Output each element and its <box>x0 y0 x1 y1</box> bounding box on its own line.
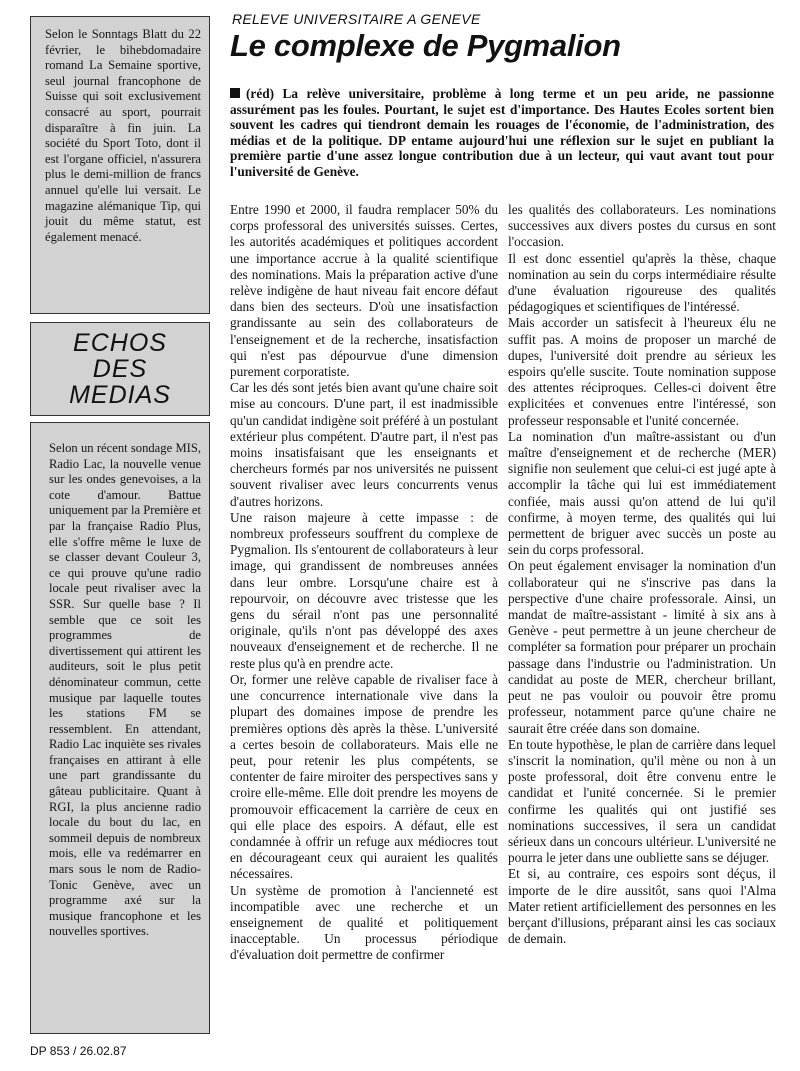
article-column-right <box>508 202 776 1032</box>
article-kicker: RELEVE UNIVERSITAIRE A GENEVE <box>232 11 481 27</box>
issue-footer: DP 853 / 26.02.87 <box>30 1044 127 1058</box>
article-chapeau <box>230 86 774 180</box>
sidebar-radio-box <box>30 422 210 1034</box>
left-column-text: Entre 1990 et 2000, il faudra remplacer 50% du corps professoral des universités suisses. Certes, les autorités académiques et politiques accordent une importance accrue à la qualité scientifique des nominations. Mais la préparation active d'une relève indigène de haut niveau fait encore défaut dans bien des secteurs. D'où une insatisfaction grandissante au sein des collaborateurs de l'enseignement et de la recherche, insatisfaction qui n'est pas dépourvue d'une dimension purement corporatiste. Car les dés sont jetés bien avant qu'une chaire soit mise au concours. D'une part, il est inadmissible qu'un candidat indigène soit préféré à un postulant extérieur plus compétent. D'autre part, il n'est pas moins insatisfaisant que les enseignants et chercheurs formés par nos universités ne puissent souvent rivaliser avec leurs concurrents venus d'autres horizons. Une raison majeure à cette impasse : de nombreux professeurs souffrent du complexe de Pygmalion. Ils s'entourent de collaborateurs à leur image, qui grandissent de nombreuses années dans leur ombre. Lorsqu'une chaire est à repourvoir, on découvre avec tristesse que les gens du sérail n'ont pas une personnalité originale, qu'ils n'ont pas développé des axes nouveaux d'enseignement et de recherche. Il ne reste plus qu'à en prendre acte. Or, former une relève capable de rivaliser face à une concurrence internationale vive dans la plupart des domaines impose de prendre les premières options dès après la thèse. L'université a certes besoin de collaborateurs. Mais elle ne peut, pour retenir les plus compétents, se contenter de faire miroiter des perspectives sans y croire elle-même. Elle doit prendre les moyens de promouvoir efficacement la carrière de ceux en qui elle place des espoirs. A défaut, elle est condamnée à offrir un refuge aux médiocres tout en décourageant ceux qui auraient les qualités nécessaires. Un système de promotion à l'ancienneté est incompatible avec une recherche et un enseignement de qualité et politiquement inacceptable. Un processus périodique d'évaluation doit permettre de confirmer <box>230 202 498 963</box>
article-title: Le complexe de Pygmalion <box>230 28 621 63</box>
right-column-text: les qualités des collaborateurs. Les nominations successives aux divers postes du cursus en sont l'occasion. Il est donc essentiel qu'après la thèse, chaque nomination au sein du corps intermédiaire résulte d'une évaluation rigoureuse des qualités pédagogiques et scientifiques de l'intéressé. Mais accorder un satisfecit à l'heureux élu ne suffit pas. A moins de proposer un marché de dupes, l'université doit prendre au sérieux les espoirs qu'elle suscite. Toute nomination suppose des attentes réciproques. Celles-ci doivent être explicitées et convenues entre l'intéressé, son professeur responsable et l'unité concernée. La nomination d'un maître-assistant ou d'un maître d'enseignement et de recherche (MER) signifie non seulement que celui-ci est jugé apte à accomplir la tâche qui lui est immédiatement confiée, mais aussi qu'on attend de lui qu'il confirme, à moyen terme, des qualités qui lui permettent de briguer avec succès un poste au sein du corps professoral. On peut également envisager la nomination d'un collaborateur qui ne s'inscrive pas dans la perspective d'une chaire professorale. Ainsi, un mandat de maître-assistant - limité à six ans à Genève - peut permettre à un jeune chercheur de compléter sa formation pour préparer un prochain passage dans l'industrie ou l'administration. Un candidat au poste de MER, chercheur brillant, peut ne pas vouloir ou pouvoir être promu professeur, notamment parce qu'une chaire ne saurait être créée dans son domaine. En toute hypothèse, le plan de carrière dans lequel s'inscrit la nomination, qu'il mène ou non à un poste professoral, doit être convenu entre le candidat et l'unité concernée. Si le premier confirme les qualités qui ont justifié ses nominations successives, il sera un candidat sérieux dans un concours ultérieur. L'université ne pourra le jeter dans une oubliette sans se déjuger. Et si, au contraire, ces espoirs sont déçus, il importe de le dire aussitôt, sans quoi l'Alma Mater retient artificiellement des personnes en les berçant d'illusions, préparant ainsi les cas sociaux de demain. <box>508 202 776 947</box>
sidebar-brief-box <box>30 16 210 314</box>
bullet-square-icon <box>230 88 240 98</box>
sidebar-radio-text: Selon un récent sondage MIS, Radio Lac, la nouvelle venue sur les ondes genevoises, a la cote d'amour. Battue uniquement par la Première et par la française Radio Plus, elle s'offre même le luxe de se classer devant Couleur 3, ce qui prouve qu'une radio locale peut rivaliser avec la SSR. Sur quelle base ? Il semble que ce soit les programmes de divertissement qui attirent les auditeurs, soit le plus petit dénominateur commun, cette musique par laquelle toutes les stations FM se ressemblent. En attendant, Radio Lac inquiète ses rivales françaises en attirant à elle une part grandissante du gâteau publicitaire. Quant à RGI, la plus ancienne radio locale du bout du lac, en sommeil depuis de nombreux mois, elle va redémarrer en mars sous le nom de Radio-Tonic Genève, avec un programme axé sur la musique francophone et les nouvelles sportives. <box>49 441 201 939</box>
chapeau-text: (réd) La relève universitaire, problème à long terme et un peu aride, ne passionne assurément pas les foules. Pourtant, le sujet est d'importance. Des Hautes Ecoles sortent bien souvent les cadres qui tiendront demain les rouages de l'économie, de l'administration, des médias et de la politique. DP entame aujourd'hui une réflexion sur le sujet en publiant la première partie d'une assez longue contribution due à un lecteur, qui vaut avant tout pour l'université de Genève. <box>230 86 774 179</box>
sidebar-brief-text: Selon le Sonntags Blatt du 22 février, le bihebdomadaire romand La Semaine sportive, seul journal francophone de Suisse qui soit exclusivement consacré au sport, pourrait disparaître à fin juin. La société du Sport Toto, dont il est l'organe officiel, n'assurera plus le demi-million de francs annuel qu'elle lui versait. Le magazine alémanique Tip, qui jouit du même statut, est également menacé. <box>45 27 201 244</box>
echos-medias-title: ECHOS DES MEDIAS <box>69 329 171 409</box>
article-column-left <box>230 202 498 1032</box>
echos-medias-header-box <box>30 322 210 416</box>
